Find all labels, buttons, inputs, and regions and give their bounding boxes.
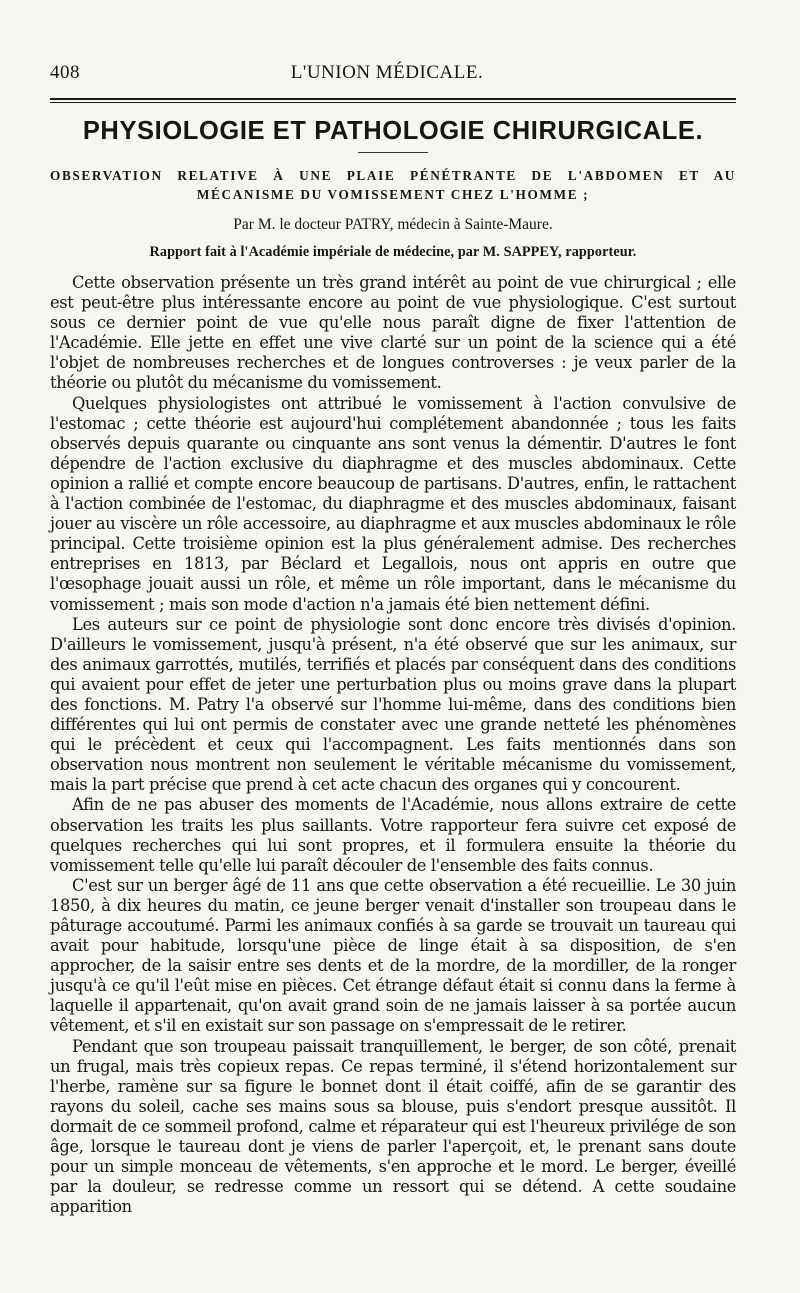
report-line: Rapport fait à l'Académie impériale de médecine, par M. SAPPEY, rapporteur. — [149, 244, 637, 260]
header-rule — [50, 98, 736, 103]
article-title: OBSERVATION RELATIVE À UNE PLAIE PÉNÉTRANTE DE L'ABDOMEN ET AU MÉCANISME DU VOMISSEMENT CHEZ L'HOMME ; — [50, 168, 736, 202]
paragraph: Les auteurs sur ce point de physiologie sont donc encore très divisés d'opinion. D'ailleurs le vomissement, jusqu'à présent, n'a été observé que sur les animaux, sur des animaux garrottés, mutilés, terrifiés et placés par conséquent dans des conditions qui avaient pour effet de jeter une perturbation plus ou moins grave dans la plupart des fonctions. M. Patry l'a observé sur l'homme lui-même, dans des conditions bien différentes qui lui ont permis de constater avec une grande netteté les phénomènes qui le précèdent et ceux qui l'accompagnent. Les faits mentionnés dans son observation nous montrent non seulement le véritable mécanisme du vomissement, mais la part précise que prend à cet acte chacun des organes qui y concourent. — [50, 614, 736, 795]
paragraph: C'est sur un berger âgé de 11 ans que cette observation a été recueillie. Le 30 juin 1850, à dix heures du matin, ce jeune berger venait d'installer son troupeau dans le pâturage accoutumé. Parmi les animaux confiés à sa garde se trouvait un taureau qui avait pour habitude, lorsqu'une pièce de linge était à sa disposition, de s'en approcher, de la saisir entre ses dents et de la mordre, de la mordiller, de la ronger jusqu'à ce qu'il l'eût mise en pièces. Cet étrange défaut était si connu dans la ferme à laquelle il appartenait, qu'on avait grand soin de ne jamais laisser à sa portée aucun vêtement, et s'il en existait sur son passage on s'empressait de le retirer. — [50, 875, 736, 1036]
page-number: 408 — [50, 62, 80, 83]
paragraph: Afin de ne pas abuser des moments de l'Académie, nous allons extraire de cette observation les traits les plus saillants. Votre rapporteur fera suivre cet exposé de quelques recherches qui lui sont propres, et il formulera ensuite la théorie du vomissement telle qu'elle lui paraît découler de l'ensemble des faits connus. — [50, 795, 736, 875]
journal-title: L'UNION MÉDICALE. — [290, 62, 484, 83]
section-title: PHYSIOLOGIE ET PATHOLOGIE CHIRURGICALE. — [82, 117, 704, 145]
article-body — [50, 273, 736, 1217]
section-divider — [358, 152, 428, 153]
running-header — [50, 62, 736, 84]
paragraph: Cette observation présente un très grand intérêt au point de vue chirurgical ; elle est peut-être plus intéressante encore au point de vue physiologique. C'est surtout sous ce dernier point de vue qu'elle nous paraît digne de fixer l'attention de l'Académie. Elle jette en effet une vive clarté sur un point de la science qui a été l'objet de nombreuses recherches et de longues controverses : je veux parler de la théorie ou plutôt du mécanisme du vomissement. — [50, 273, 736, 393]
article-byline: Par M. le docteur PATRY, médecin à Sainte-Maure. — [233, 216, 553, 233]
paragraph: Quelques physiologistes ont attribué le vomissement à l'action convulsive de l'estomac ; cette théorie est aujourd'hui complétement abandonnée ; tous les faits observés depuis quarante ou cinquante ans sont venus la démentir. D'autres le font dépendre de l'action exclusive du diaphragme et des muscles abdominaux. Cette opinion a rallié et compte encore beaucoup de partisans. D'autres, enfin, le rattachent à l'action combinée de l'estomac, du diaphragme et des muscles abdominaux, faisant jouer au viscère un rôle accessoire, au diaphragme et aux muscles abdominaux le rôle principal. Cette troisième opinion est la plus généralement admise. Des recherches entreprises en 1813, par Béclard et Legallois, nous ont appris en outre que l'œsophage jouait aussi un rôle, et même un rôle important, dans le mécanisme du vomissement ; mais son mode d'action n'a jamais été bien nettement défini. — [50, 393, 736, 614]
paragraph: Pendant que son troupeau paissait tranquillement, le berger, de son côté, prenait un frugal, mais très copieux repas. Ce repas terminé, il s'étend horizontalement sur l'herbe, ramène sur sa figure le bonnet dont il était coiffé, afin de se garantir des rayons du soleil, cache ses mains sous sa blouse, puis s'endort presque aussitôt. Il dormait de ce sommeil profond, calme et réparateur qui est l'heureux privilége de son âge, lorsque le taureau dont je viens de parler l'aperçoit, et, le prenant sans doute pour un simple monceau de vêtements, s'en approche et le mord. Le berger, éveillé par la douleur, se redresse comme un ressort qui se détend. A cette soudaine apparition — [50, 1036, 736, 1217]
